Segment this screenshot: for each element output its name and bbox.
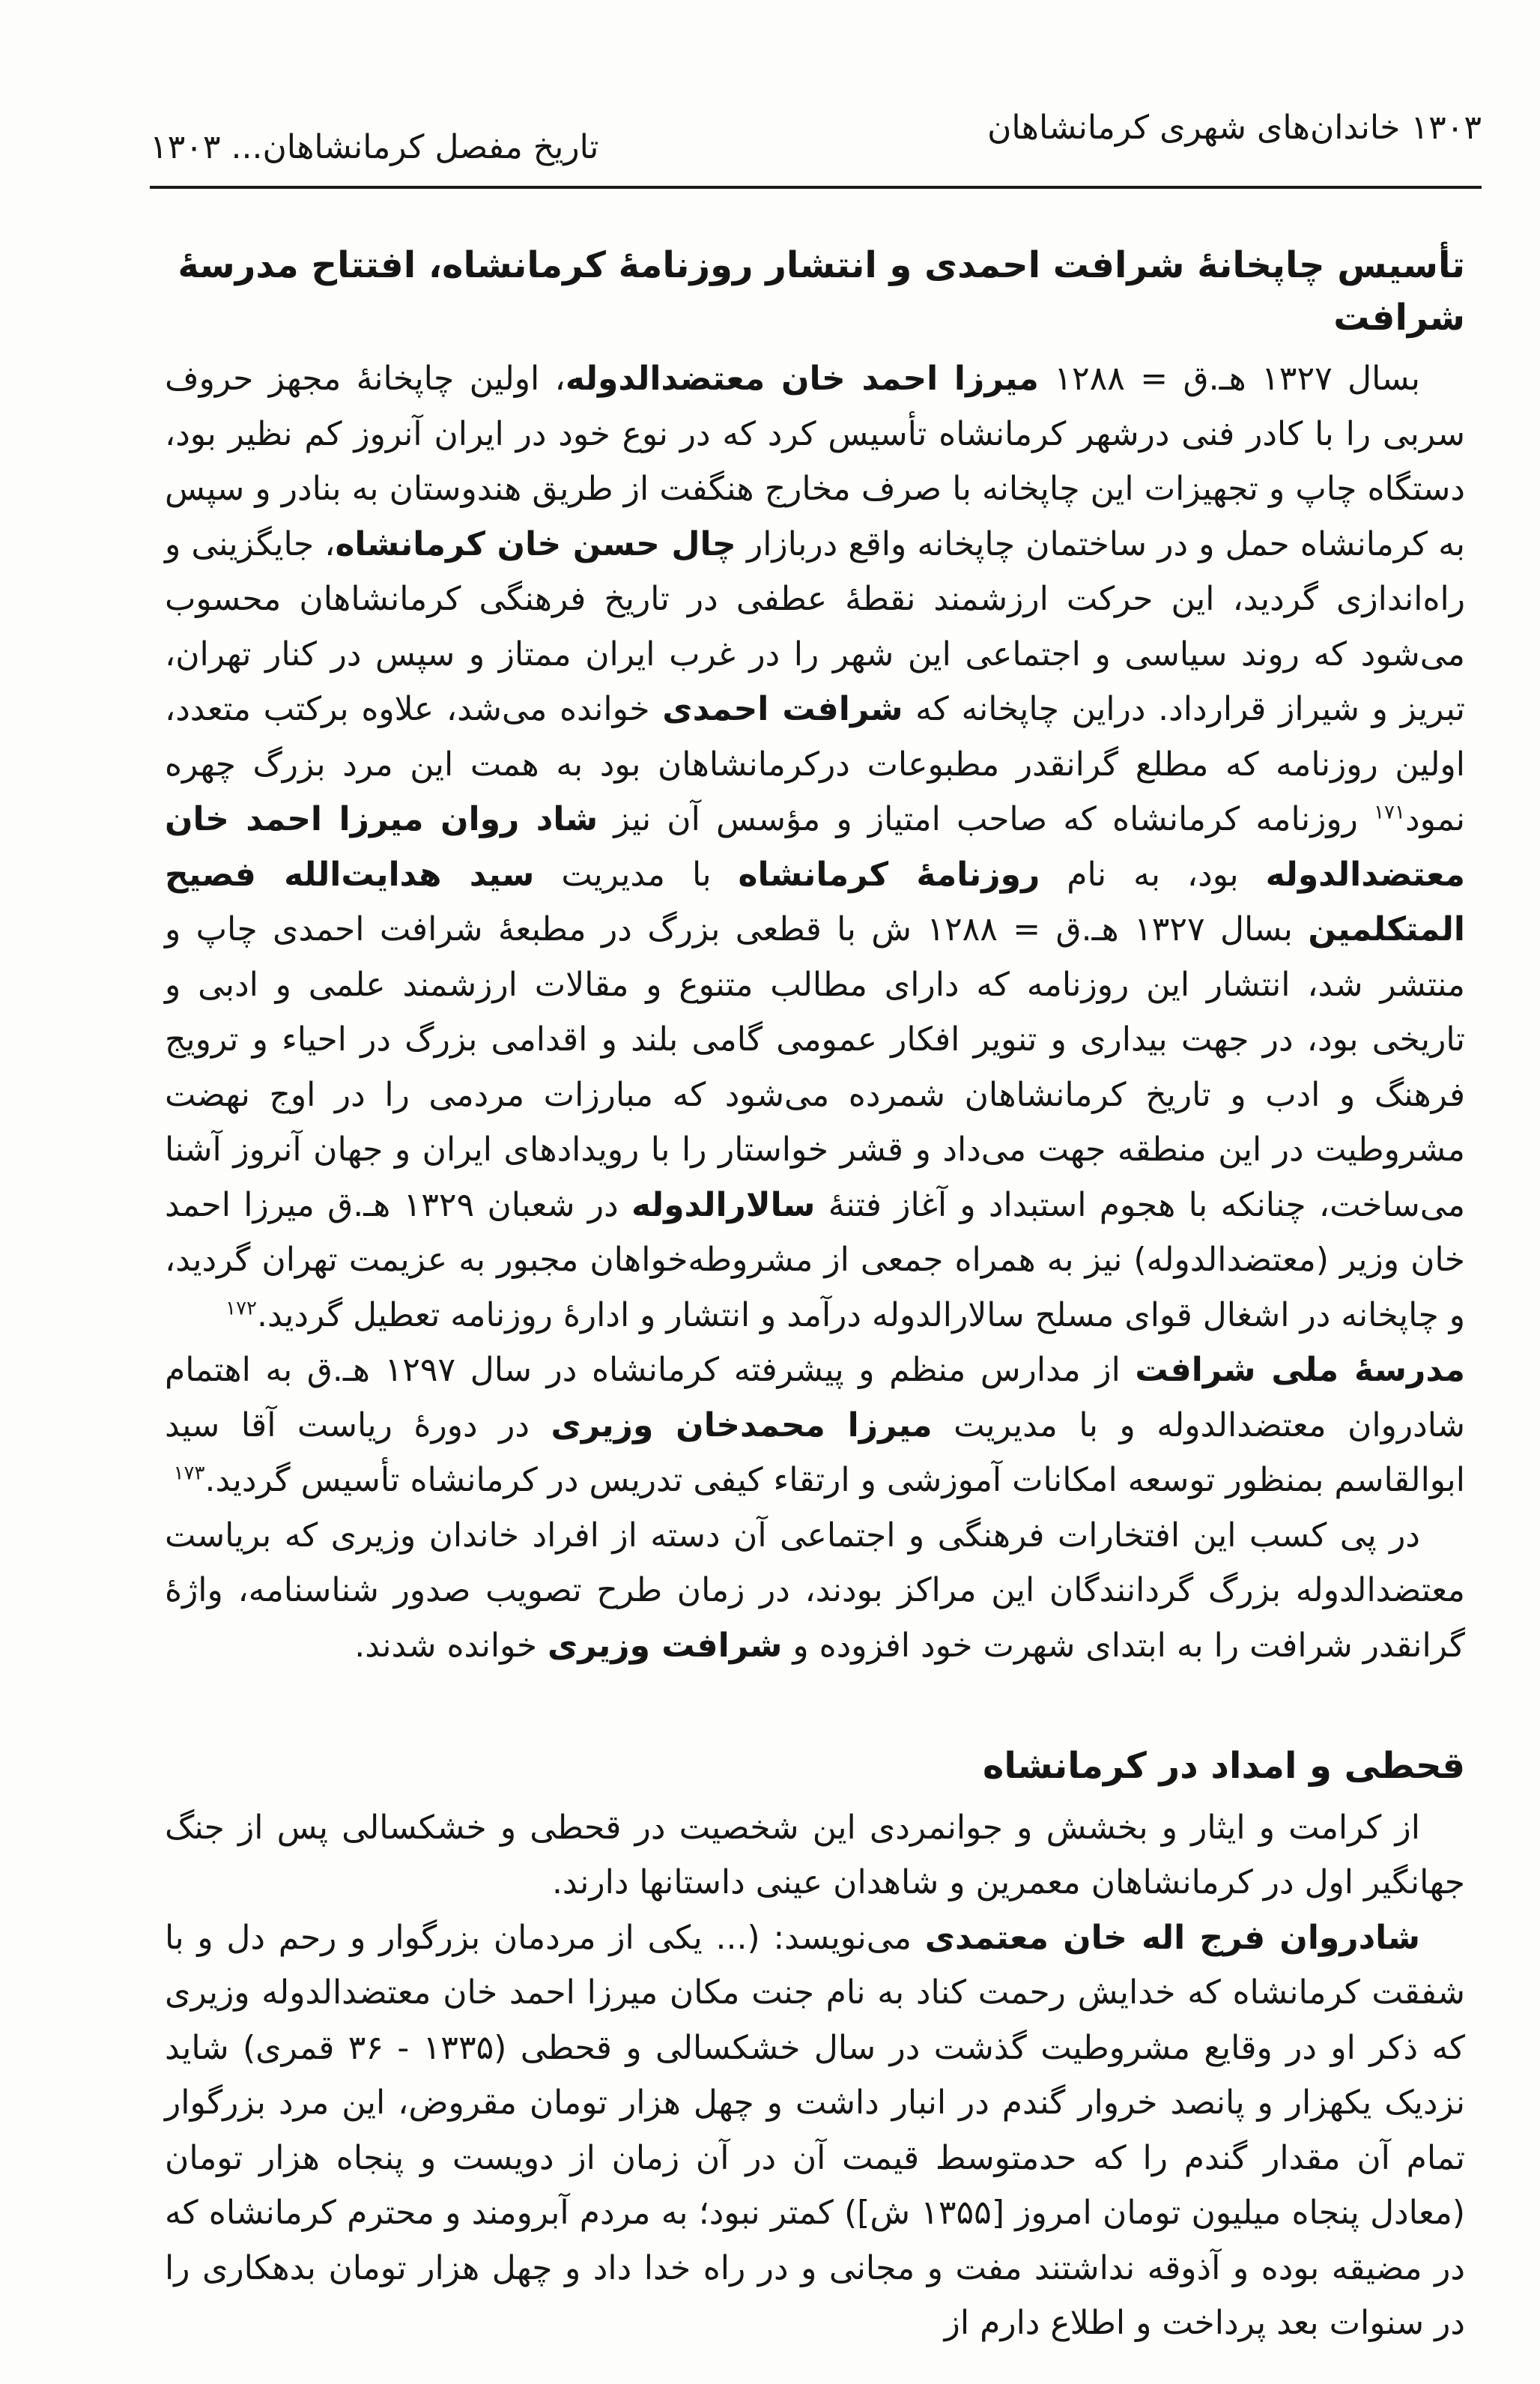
paragraph-printing-house: بسال ۱۳۲۷ هـ.ق = ۱۲۸۸ میرزا احمد خان معتضدالدوله، اولین چاپخانهٔ مجهز حروف سربی را با کادر فنی درشهر کرمانشاه تأسیس کرد که در نوع خود در ایران آنروز کم نظیر بود، دستگاه چاپ و تجهیزات این چاپخانه با صرف مخارج هنگفت از طریق هندوستان به بنادر و سپس به کرمانشاه حمل و در ساختمان چاپخانه واقع دربازار چال حسن خان کرمانشاه، جایگزینی و راه‌اندازی گردید، این حرکت ارزشمند نقطهٔ عطفی در تاریخ فرهنگی کرمانشاهان محسوب می‌شود که روند سیاسی و اجتماعی این شهر را در غرب ایران ممتاز و سپس در کنار تهران، تبریز و شیراز قرارداد. دراین چاپخانه که شرافت احمدی خوانده می‌شد، علاوه برکتب متعدد، اولین روزنامه که مطلع گرانقدر مطبوعات درکرمانشاهان بود به همت این مرد بزرگ چهره نمود$^{۱۷۱}$ روزنامه کرمانشاه که صاحب امتیاز و مؤسس آن نیز شاد روان میرزا احمد خان معتضدالدوله بود، به نام روزنامهٔ کرمانشاه با مدیریت سید هدایت‌الله فصیح المتکلمین بسال ۱۳۲۷ هـ.ق = ۱۲۸۸ ش با قطعی بزرگ در مطبعهٔ شرافت احمدی چاپ و منتشر شد، انتشار این روزنامه که دارای مطالب متنوع و مقالات ارزشمند علمی و ادبی و تاریخی بود، در جهت بیداری و تنویر افکار عمومی گامی بلند و اقدامی بزرگ در احیاء و ترویج فرهنگ و ادب و تاریخ کرمانشاهان شمرده می‌شود که مبارزات مردمی را در اوج نهضت مشروطیت در این منطقه جهت می‌داد و قشر خواستار را با رویدادهای ایران و جهان آنروز آشنا می‌ساخت، چنانکه با هجوم استبداد و آغاز فتنهٔ سالارالدوله در شعبان ۱۳۲۹ هـ.ق میرزا احمد خان وزیر (معتضدالدوله) نیز به همراه جمعی از مشروطه‌خواهان مجبور به عزیمت تهران گردید، و چاپخانه در اشغال قوای مسلح سالارالدوله درآمد و انتشار و ادارهٔ روزنامه تعطیل گردید.$^{۱۷۲}$ <box>165 360 1466 1334</box>
section-title-printing-house: تأسیس چاپخانهٔ شرافت احمدی و انتشار روزنامهٔ کرمانشاه، افتتاح مدرسهٔ شرافت <box>178 244 1465 339</box>
paragraph-famine-quote: شادروان فرج اله خان معتمدی می‌نویسد: (... یکی از مردمان بزرگوار و رحم دل و با شفقت کرمانشاه که خدایش رحمت کناد به نام جنت مکان میرزا احمد خان معتضدالدوله وزیری که ذکر او در وقایع مشروطیت گذشت در سال خشکسالی و قحطی (۱۳۳۵ - ۳۶ قمری) شاید نزدیک یکهزار و پانصد خروار گندم در انبار داشت و چهل هزار تومان مقروض، این مرد بزرگوار تمام آن مقدار گندم را که حدمتوسط قیمت آن در آن زمان از دویست و پنجاه هزار تومان (معادل پنجاه میلیون تومان امروز [۱۳۵۵ ش]) کمتر نبود؛ به مردم آبرومند و محترم کرمانشاه که در مضیقه بوده و آذوقه نداشتند مفت و مجانی و در راه خدا داد و چهل هزار تومان بدهکاری را در سنوات بعد پرداخت و اطلاع دارم از <box>165 1918 1466 2343</box>
footnote-ref: ۱۷۳ <box>173 1462 205 1485</box>
running-header <box>150 109 1482 176</box>
footnote-ref: ۱۷۱ <box>1374 801 1405 824</box>
header-book-title: تاریخ مفصل کرمانشاهان... ۱۳۰۳ <box>150 128 599 166</box>
page-body <box>165 240 1465 2351</box>
paragraph-famine-intro: از کرامت و ایثار و بخشش و جوانمردی این شخصیت در قحطی و خشکسالی پس از جنگ جهانگیر اول در کرمانشاهان معمرین و شاهدان عینی داستانها دارند. <box>165 1808 1465 1902</box>
footnote-ref: ۱۷۲ <box>225 1297 258 1320</box>
paragraph-school: مدرسهٔ ملی شرافت از مدارس منظم و پیشرفته کرمانشاه در سال ۱۲۹۷ هـ.ق به اهتمام شادروان معتضدالدوله و با مدیریت میرزا محمدخان وزیری در دورهٔ ریاست آقا سید ابوالقاسم بمنظور توسعه امکانات آموزشی و ارتقاء کیفی تدریس در کرمانشاه تأسیس گردید.$^{۱۷۳}$ <box>165 1351 1465 1500</box>
section-title-famine: قحطی و امداد در کرمانشاه <box>982 1745 1465 1788</box>
header-rule <box>150 186 1482 189</box>
header-chapter-title: ۱۳۰۳ خاندان‌های شهری کرمانشاهان <box>987 109 1482 147</box>
paragraph-family-name: در پی کسب این افتخارات فرهنگی و اجتماعی آن دسته از افراد خاندان وزیری که بریاست معتضدالدوله بزرگ گردانندگان این مراکز بودند، در زمان طرح تصویب صدور شناسنامه، واژهٔ گرانقدر شرافت را به ابتدای شهرت خود افزوده و شرافت وزیری خوانده شدند. <box>165 1516 1465 1665</box>
